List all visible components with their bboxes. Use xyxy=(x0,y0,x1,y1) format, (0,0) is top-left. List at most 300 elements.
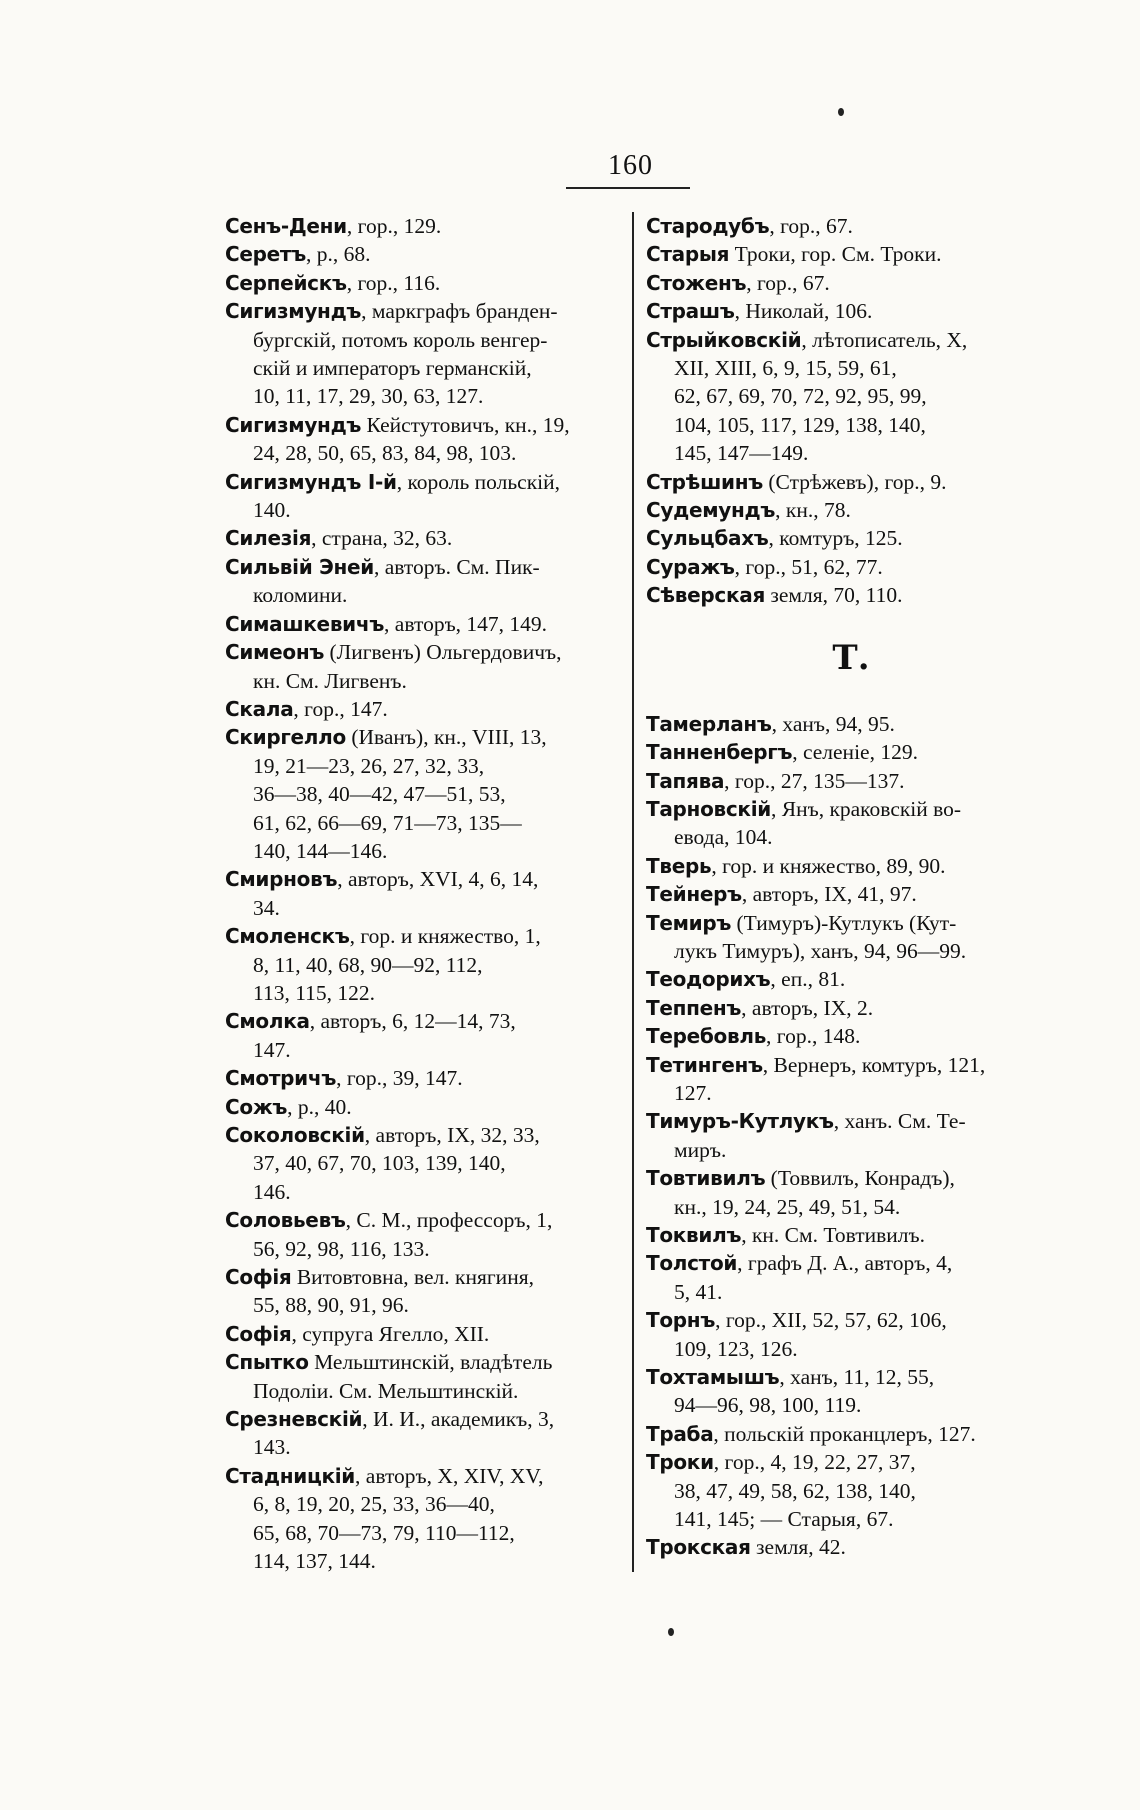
entry-continuation-line xyxy=(646,937,1056,965)
index-entry xyxy=(646,524,1056,552)
entry-headword: Софія xyxy=(225,1265,292,1290)
entry-text: , р., 40. xyxy=(287,1094,352,1119)
entry-text: 141, 145; — Старыя, 67. xyxy=(674,1507,894,1532)
entry-headword: Стрѣшинъ xyxy=(646,469,764,494)
entry-text: , лѣтописатель, X, xyxy=(801,327,968,352)
entry-continuation-line xyxy=(646,1193,1056,1221)
entry-text: , гор. и княжество, 89, 90. xyxy=(711,853,946,878)
entry-headword: Толстой xyxy=(646,1251,738,1276)
entry-text: земля, 42. xyxy=(750,1535,846,1560)
entry-first-line xyxy=(225,1263,625,1291)
entry-first-line xyxy=(225,723,625,751)
entry-text: , маркграфъ бранден- xyxy=(361,299,558,324)
entry-text: 24, 28, 50, 65, 83, 84, 98, 103. xyxy=(253,441,517,466)
entry-text: , С. М., профессоръ, 1, xyxy=(345,1208,553,1233)
entry-first-line xyxy=(225,1121,625,1149)
entry-continuation-line xyxy=(646,411,1056,439)
entry-text: , гор., 148. xyxy=(766,1024,861,1049)
index-entry xyxy=(646,1107,1056,1164)
entry-text: 94—96, 98, 100, 119. xyxy=(674,1393,862,1418)
entry-text: 38, 47, 49, 58, 62, 138, 140, xyxy=(674,1478,916,1503)
entry-text: 19, 21—23, 26, 27, 32, 33, xyxy=(253,753,485,778)
entry-text: , авторъ, 6, 12—14, 73, xyxy=(309,1009,516,1034)
entry-text: , гор. и княжество, 1, xyxy=(349,924,541,949)
entry-continuation-line xyxy=(225,326,625,354)
entry-headword: Торнъ xyxy=(646,1308,716,1333)
entry-continuation-line xyxy=(225,894,625,922)
entry-first-line xyxy=(225,1348,625,1376)
entry-first-line xyxy=(646,1249,1056,1277)
entry-headword: Софія xyxy=(225,1321,292,1346)
entry-headword: Смотричъ xyxy=(225,1066,337,1091)
entry-headword: Спытко xyxy=(225,1350,309,1375)
entry-first-line xyxy=(646,1051,1056,1079)
entry-text: бургскій, потомъ король венгер- xyxy=(253,327,548,352)
entry-headword: Судемундъ xyxy=(646,498,776,523)
entry-headword: Сигизмундъ I-й xyxy=(225,469,397,494)
entry-text: , кн. См. Товтивилъ. xyxy=(741,1223,926,1247)
entry-headword: Танненбергъ xyxy=(646,740,793,765)
entry-first-line xyxy=(225,610,625,638)
entry-first-line xyxy=(225,1093,625,1121)
entry-text: , страна, 32, 63. xyxy=(311,526,453,551)
entry-headword: Сѣверская xyxy=(646,583,765,608)
entry-headword: Старыя xyxy=(646,242,730,267)
index-entry xyxy=(646,767,1056,795)
entry-first-line xyxy=(225,695,625,723)
entry-text: 37, 40, 67, 70, 103, 139, 140, xyxy=(253,1151,506,1176)
entry-continuation-line xyxy=(225,496,625,524)
entry-text: , Николай, 106. xyxy=(734,299,873,324)
entry-text: 145, 147—149. xyxy=(674,441,809,466)
entry-continuation-line xyxy=(225,1149,625,1177)
index-entry xyxy=(646,553,1056,581)
entry-text: , графъ Д. А., авторъ, 4, xyxy=(737,1251,953,1276)
entry-text: земля, 70, 110. xyxy=(765,583,903,608)
entry-text: , авторъ, IX, 2. xyxy=(741,995,874,1020)
entry-headword: Тамерланъ xyxy=(646,711,772,736)
entry-first-line xyxy=(646,524,1056,552)
index-entry xyxy=(225,524,625,552)
entry-text: , король польскій, xyxy=(396,469,561,494)
entry-first-line xyxy=(646,738,1056,766)
index-section-s-continued xyxy=(646,212,1056,610)
index-entry xyxy=(225,1093,625,1121)
entry-text: , кн., 78. xyxy=(775,498,851,523)
entry-text: Витовтовна, вел. княгиня, xyxy=(291,1265,534,1290)
entry-headword: Теппенъ xyxy=(646,995,742,1020)
entry-continuation-line xyxy=(225,752,625,780)
entry-continuation-line xyxy=(225,1377,625,1405)
entry-first-line xyxy=(646,326,1056,354)
entry-first-line xyxy=(646,1420,1056,1448)
entry-headword: Стрыйковскій xyxy=(646,327,802,352)
entry-text: , селеніе, 129. xyxy=(792,740,918,765)
entry-text: миръ. xyxy=(674,1137,727,1162)
entry-first-line xyxy=(225,1462,625,1490)
entry-continuation-line xyxy=(225,837,625,865)
entry-text: евода, 104. xyxy=(674,825,773,850)
entry-continuation-line xyxy=(646,823,1056,851)
index-entry xyxy=(646,965,1056,993)
entry-headword: Соколовскій xyxy=(225,1123,365,1147)
entry-text: , гор., 27, 135—137. xyxy=(724,768,905,793)
entry-continuation-line xyxy=(646,1477,1056,1505)
entry-headword: Тимуръ-Кутлукъ xyxy=(646,1109,834,1134)
entry-text: 127. xyxy=(674,1080,712,1105)
entry-headword: Симашкевичъ xyxy=(225,611,385,636)
entry-text: коломини. xyxy=(253,583,348,608)
entry-first-line xyxy=(225,468,625,496)
index-entry xyxy=(646,468,1056,496)
entry-text: 5, 41. xyxy=(674,1279,723,1304)
entry-text: , гор., 147. xyxy=(293,696,388,721)
entry-first-line xyxy=(225,1405,625,1433)
entry-continuation-line xyxy=(646,1505,1056,1533)
entry-first-line xyxy=(646,795,1056,823)
index-entry xyxy=(225,922,625,1007)
entry-text: , польскій проканцлеръ, 127. xyxy=(713,1421,976,1446)
entry-text: (Товвилъ, Конрадъ), xyxy=(765,1166,955,1191)
entry-first-line xyxy=(225,411,625,439)
entry-text: , гор., 67. xyxy=(769,214,853,238)
entry-headword: Серпейскъ xyxy=(225,270,347,295)
entry-text: 34. xyxy=(253,895,280,920)
entry-continuation-line xyxy=(225,780,625,808)
entry-headword: Стародубъ xyxy=(646,214,770,238)
entry-text: 55, 88, 90, 91, 96. xyxy=(253,1293,409,1318)
index-entry xyxy=(646,1533,1056,1561)
entry-text: 6, 8, 19, 20, 25, 33, 36—40, xyxy=(253,1492,495,1517)
entry-headword: Соловьевъ xyxy=(225,1208,346,1233)
entry-first-line xyxy=(225,240,625,268)
index-entry xyxy=(225,1121,625,1206)
entry-text: 10, 11, 17, 29, 30, 63, 127. xyxy=(253,384,484,409)
column-divider xyxy=(632,212,634,1572)
entry-continuation-line xyxy=(646,1079,1056,1107)
entry-headword: Суражъ xyxy=(646,554,735,579)
entry-text: 147. xyxy=(253,1037,291,1062)
entry-headword: Стоженъ xyxy=(646,270,747,295)
index-entry xyxy=(646,710,1056,738)
entry-text: , авторъ, IX, 41, 97. xyxy=(741,882,917,907)
entry-headword: Товтивилъ xyxy=(646,1166,766,1191)
index-entry xyxy=(225,638,625,695)
index-entry xyxy=(646,496,1056,524)
entry-first-line xyxy=(225,638,625,666)
entry-headword: Тохтамышъ xyxy=(646,1365,780,1390)
entry-text: , авторъ, XVI, 4, 6, 14, xyxy=(337,867,539,892)
index-entry xyxy=(646,1306,1056,1363)
index-entry xyxy=(225,1007,625,1064)
entry-first-line xyxy=(225,1007,625,1035)
index-entry xyxy=(646,269,1056,297)
entry-first-line xyxy=(646,581,1056,609)
entry-text: скій и императоръ германскій, xyxy=(253,356,532,381)
entry-continuation-line xyxy=(646,1391,1056,1419)
entry-first-line xyxy=(225,1320,625,1348)
index-entry xyxy=(225,1064,625,1092)
index-entry xyxy=(225,1320,625,1348)
entry-continuation-line xyxy=(225,979,625,1007)
section-letter: Т. xyxy=(832,637,870,678)
entry-text: (Иванъ), кн., VIII, 13, xyxy=(345,725,547,750)
index-entry xyxy=(646,326,1056,468)
entry-text: (Тимуръ)-Кутлукъ (Кут- xyxy=(731,910,957,935)
entry-continuation-line xyxy=(646,1335,1056,1363)
scan-speck xyxy=(838,108,844,116)
entry-text: 114, 137, 144. xyxy=(253,1549,376,1574)
entry-headword: Сожъ xyxy=(225,1094,288,1119)
index-entry xyxy=(646,1051,1056,1108)
entry-text: , гор., 67. xyxy=(746,270,830,295)
entry-continuation-line xyxy=(225,354,625,382)
entry-text: , гор., 116. xyxy=(346,270,441,295)
entry-text: 113, 115, 122. xyxy=(253,980,376,1005)
entry-headword: Тверь xyxy=(646,853,712,878)
entry-first-line xyxy=(225,865,625,893)
entry-text: 56, 92, 98, 116, 133. xyxy=(253,1236,430,1261)
index-entry xyxy=(646,795,1056,852)
entry-text: , супруга Ягелло, XII. xyxy=(291,1321,490,1346)
index-entry xyxy=(646,1164,1056,1221)
entry-text: 140. xyxy=(253,498,291,523)
entry-headword: Сигизмундъ xyxy=(225,299,362,324)
entry-text: XII, XIII, 6, 9, 15, 59, 61, xyxy=(674,356,897,381)
entry-continuation-line xyxy=(225,1291,625,1319)
entry-text: , Янъ, краковскій во- xyxy=(770,796,962,821)
entry-text: Подоліи. См. Мельштинскій. xyxy=(253,1378,519,1403)
entry-headword: Скала xyxy=(225,696,294,721)
entry-text: Троки, гор. См. Троки. xyxy=(729,242,942,267)
entry-first-line xyxy=(646,965,1056,993)
entry-continuation-line xyxy=(646,354,1056,382)
entry-text: , авторъ, X, XIV, XV, xyxy=(355,1463,544,1488)
entry-continuation-line xyxy=(225,951,625,979)
entry-text: , И. И., академикъ, 3, xyxy=(362,1407,555,1432)
index-entry xyxy=(646,240,1056,268)
entry-continuation-line xyxy=(225,581,625,609)
entry-text: , гор., 39, 147. xyxy=(336,1066,463,1091)
entry-text: , комтуръ, 125. xyxy=(768,526,903,551)
entry-first-line xyxy=(646,1533,1056,1561)
entry-headword: Теребовль xyxy=(646,1024,767,1049)
entry-text: , авторъ, 147, 149. xyxy=(384,611,548,636)
entry-headword: Страшъ xyxy=(646,299,735,324)
entry-headword: Сенъ-Дени xyxy=(225,214,347,238)
entry-headword: Скиргелло xyxy=(225,725,346,750)
entry-continuation-line xyxy=(646,1278,1056,1306)
entry-headword: Темиръ xyxy=(646,910,732,935)
index-entry xyxy=(225,411,625,468)
index-entry xyxy=(646,581,1056,609)
entry-text: кн. См. Лигвенъ. xyxy=(253,668,407,693)
entry-text: 36—38, 40—42, 47—51, 53, xyxy=(253,782,506,807)
index-entry xyxy=(646,1249,1056,1306)
entry-continuation-line xyxy=(225,1235,625,1263)
entry-text: , авторъ, IX, 32, 33, xyxy=(364,1123,540,1147)
entry-continuation-line xyxy=(225,1433,625,1461)
entry-first-line xyxy=(225,269,625,297)
index-entry xyxy=(225,240,625,268)
index-entry xyxy=(646,909,1056,966)
index-entry xyxy=(646,738,1056,766)
entry-first-line xyxy=(646,767,1056,795)
entry-text: , еп., 81. xyxy=(770,967,846,992)
entry-continuation-line xyxy=(225,667,625,695)
entry-first-line xyxy=(646,1306,1056,1334)
index-entry xyxy=(646,852,1056,880)
entry-continuation-line xyxy=(646,1136,1056,1164)
entry-text: Кейстутовичъ, кн., 19, xyxy=(361,412,570,437)
entry-first-line xyxy=(646,909,1056,937)
entry-text: Мельштинскій, владѣтель xyxy=(308,1350,553,1375)
entry-first-line xyxy=(225,553,625,581)
entry-continuation-line xyxy=(225,1547,625,1575)
entry-first-line xyxy=(646,880,1056,908)
entry-headword: Трокская xyxy=(646,1535,751,1560)
entry-first-line xyxy=(225,1206,625,1234)
index-entry xyxy=(225,553,625,610)
entry-first-line xyxy=(646,1107,1056,1135)
entry-first-line xyxy=(646,852,1056,880)
index-entry xyxy=(646,1022,1056,1050)
entry-headword: Серетъ xyxy=(225,242,306,267)
entry-first-line xyxy=(646,468,1056,496)
entry-text: 61, 62, 66—69, 71—73, 135— xyxy=(253,810,522,835)
entry-first-line xyxy=(646,710,1056,738)
entry-headword: Тейнеръ xyxy=(646,882,742,907)
entry-first-line xyxy=(646,212,1056,240)
entry-headword: Токвилъ xyxy=(646,1223,742,1247)
index-section-t xyxy=(646,710,1056,1562)
index-entry xyxy=(225,723,625,865)
entry-first-line xyxy=(646,1164,1056,1192)
index-entry xyxy=(225,1263,625,1320)
index-entry xyxy=(646,297,1056,325)
index-column-right xyxy=(646,212,1056,1562)
entry-text: (Стрѣжевъ), гор., 9. xyxy=(763,469,947,494)
index-entry xyxy=(646,880,1056,908)
entry-continuation-line xyxy=(225,1178,625,1206)
index-entry xyxy=(646,1221,1056,1249)
index-entry xyxy=(225,695,625,723)
entry-text: 109, 123, 126. xyxy=(674,1336,798,1361)
entry-headword: Тапява xyxy=(646,768,725,793)
entry-headword: Сульцбахъ xyxy=(646,526,769,551)
entry-first-line xyxy=(646,240,1056,268)
entry-text: 65, 68, 70—73, 79, 110—112, xyxy=(253,1520,515,1545)
entry-text: , гор., 129. xyxy=(346,214,442,238)
entry-text: 8, 11, 40, 68, 90—92, 112, xyxy=(253,952,483,977)
entry-text: , гор., 4, 19, 22, 27, 37, xyxy=(713,1450,916,1475)
entry-continuation-line xyxy=(225,1490,625,1518)
entry-text: 140, 144—146. xyxy=(253,838,388,863)
index-entry xyxy=(646,1420,1056,1448)
entry-text: , гор., XII, 52, 57, 62, 106, xyxy=(715,1308,947,1333)
entry-headword: Теодорихъ xyxy=(646,967,771,992)
entry-text: (Лигвенъ) Ольгердовичъ, xyxy=(324,640,562,665)
index-entry xyxy=(225,610,625,638)
entry-text: , р., 68. xyxy=(305,242,371,267)
index-column-left xyxy=(225,212,625,1576)
entry-headword: Силезія xyxy=(225,526,312,551)
index-entry xyxy=(225,1206,625,1263)
entry-headword: Симеонъ xyxy=(225,640,325,665)
entry-first-line xyxy=(646,1448,1056,1476)
entry-first-line xyxy=(646,269,1056,297)
entry-headword: Срезневскій xyxy=(225,1407,363,1432)
entry-text: , ханъ, 94, 95. xyxy=(771,711,895,736)
index-entry xyxy=(225,865,625,922)
entry-continuation-line xyxy=(225,1036,625,1064)
entry-text: , ханъ, 11, 12, 55, xyxy=(779,1365,935,1390)
index-entry xyxy=(646,994,1056,1022)
index-entry xyxy=(225,297,625,411)
index-entry xyxy=(646,1363,1056,1420)
page-number-rule xyxy=(566,187,690,189)
entry-text: , гор., 51, 62, 77. xyxy=(734,554,883,579)
entry-text: лукъ Тимуръ), ханъ, 94, 96—99. xyxy=(674,938,967,963)
entry-first-line xyxy=(646,496,1056,524)
index-entry xyxy=(225,269,625,297)
entry-headword: Смоленскъ xyxy=(225,924,350,949)
index-entry xyxy=(646,212,1056,240)
index-entry xyxy=(225,1405,625,1462)
scan-speck xyxy=(668,1628,674,1636)
index-entry xyxy=(225,468,625,525)
entry-continuation-line xyxy=(646,439,1056,467)
entry-text: кн., 19, 24, 25, 49, 51, 54. xyxy=(674,1194,901,1219)
entry-first-line xyxy=(646,1363,1056,1391)
entry-headword: Смолка xyxy=(225,1009,310,1034)
entry-headword: Стадницкій xyxy=(225,1463,356,1488)
entry-headword: Траба xyxy=(646,1421,714,1446)
entry-text: 62, 67, 69, 70, 72, 92, 95, 99, xyxy=(674,384,927,409)
entry-headword: Смирновъ xyxy=(225,867,338,892)
entry-text: 146. xyxy=(253,1179,291,1204)
entry-continuation-line xyxy=(225,809,625,837)
entry-headword: Тарновскій xyxy=(646,796,771,821)
entry-headword: Сильвій Эней xyxy=(225,554,374,579)
index-entry xyxy=(225,1348,625,1405)
entry-first-line xyxy=(225,212,625,240)
entry-continuation-line xyxy=(225,1519,625,1547)
entry-first-line xyxy=(646,297,1056,325)
index-entry xyxy=(225,212,625,240)
entry-continuation-line xyxy=(225,382,625,410)
index-entry xyxy=(646,1448,1056,1533)
entry-continuation-line xyxy=(225,439,625,467)
entry-first-line xyxy=(225,922,625,950)
entry-text: , ханъ. См. Те- xyxy=(833,1109,966,1134)
entry-first-line xyxy=(225,524,625,552)
entry-text: , Вернеръ, комтуръ, 121, xyxy=(762,1052,986,1077)
index-entry xyxy=(225,1462,625,1576)
entry-first-line xyxy=(225,1064,625,1092)
entry-first-line xyxy=(646,1022,1056,1050)
entry-text: , авторъ. См. Пик- xyxy=(373,554,540,579)
entry-headword: Троки xyxy=(646,1450,714,1475)
entry-first-line xyxy=(646,1221,1056,1249)
entry-continuation-line xyxy=(646,382,1056,410)
entry-first-line xyxy=(646,994,1056,1022)
entry-first-line xyxy=(646,553,1056,581)
entry-first-line xyxy=(225,297,625,325)
page-number: 160 xyxy=(608,150,653,181)
entry-headword: Тетингенъ xyxy=(646,1052,763,1077)
entry-text: 104, 105, 117, 129, 138, 140, xyxy=(674,412,926,437)
